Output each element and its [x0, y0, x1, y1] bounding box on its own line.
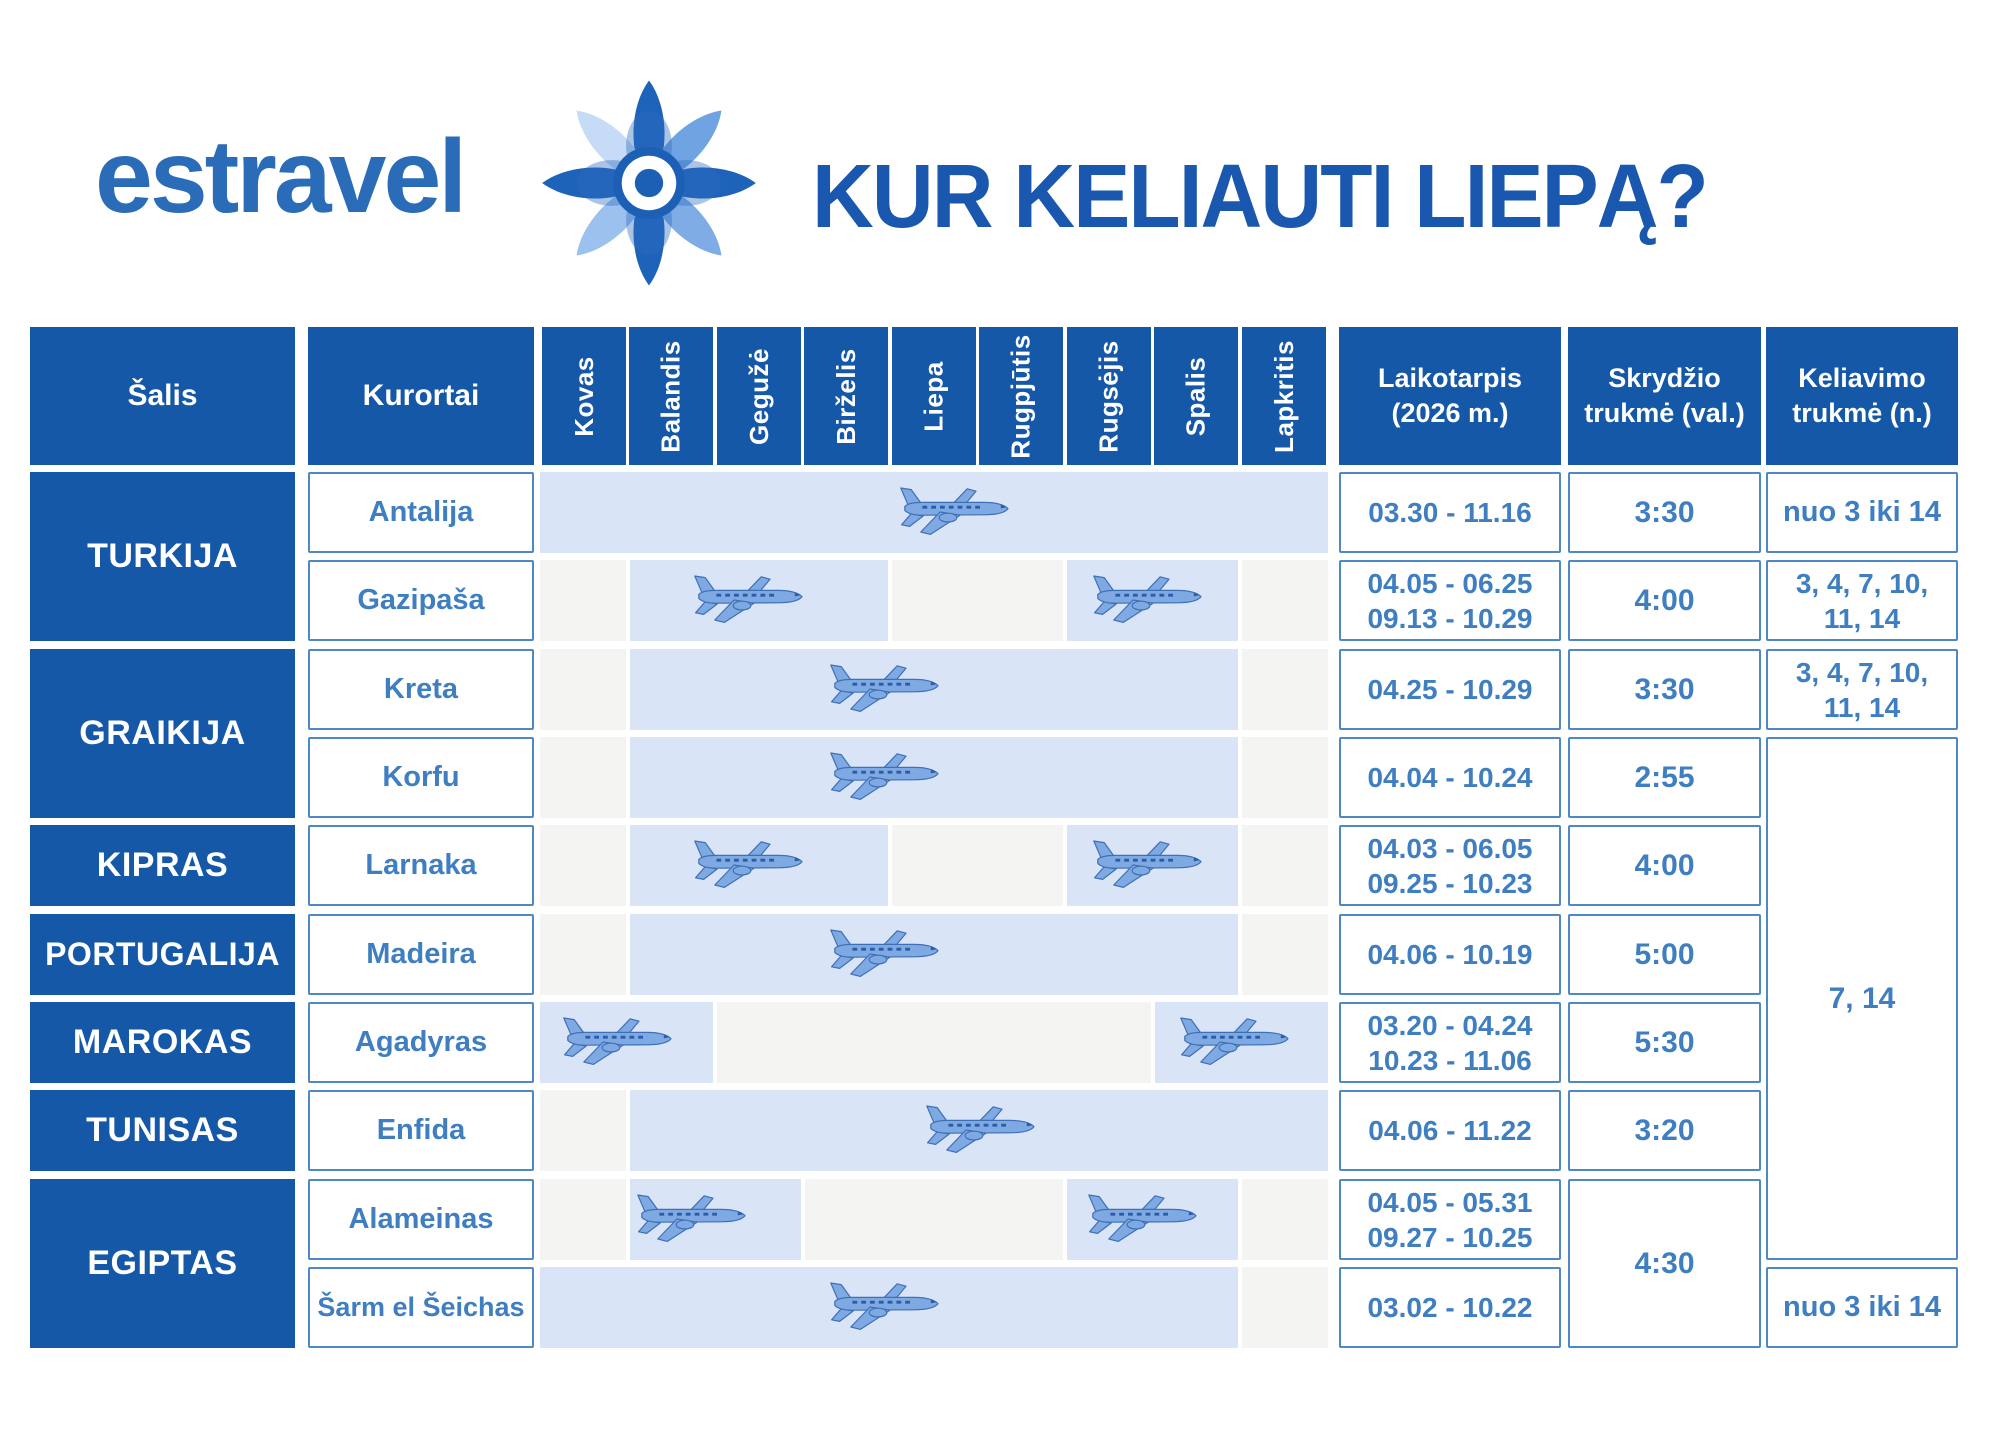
period-cell — [1339, 914, 1561, 995]
airplane-icon — [1093, 837, 1205, 893]
period-cell — [1339, 1090, 1561, 1171]
period-line: 04.05 - 06.25 — [1367, 567, 1533, 599]
airplane-icon — [830, 1279, 942, 1335]
country-cell-marokas: MAROKAS — [30, 1002, 295, 1083]
period-line: 04.03 - 06.05 — [1367, 832, 1533, 864]
resort-cell: Agadyras — [308, 1002, 534, 1083]
month-strip — [540, 1090, 1328, 1171]
month-label: Lapkritis — [1268, 339, 1299, 453]
country-cell-turkija: TURKIJA — [30, 472, 295, 641]
airplane-icon — [694, 572, 806, 628]
flight-duration-cell: 3:20 — [1568, 1090, 1761, 1171]
airplane-icon — [563, 1014, 675, 1070]
col-header-period — [1339, 327, 1561, 465]
month-strip — [540, 472, 1328, 553]
month-label: Kovas — [568, 355, 599, 437]
col-header-month-rugsejis — [1067, 327, 1151, 465]
inactive-months-band — [540, 649, 626, 730]
airplane-icon — [694, 837, 806, 893]
inactive-months-band — [1242, 1179, 1328, 1260]
flight-duration-cell: 4:00 — [1568, 560, 1761, 641]
logo-wordmark: estravel — [95, 119, 465, 235]
month-strip — [540, 649, 1328, 730]
airplane-icon — [830, 926, 942, 982]
country-cell-portugalija: PORTUGALIJA — [30, 914, 295, 995]
airplane-icon — [900, 484, 1012, 540]
inactive-months-band — [805, 1179, 1064, 1260]
period-line: 03.20 - 04.24 — [1367, 1009, 1533, 1041]
airplane-icon — [830, 661, 942, 717]
month-label: Liepa — [918, 360, 949, 432]
month-label: Spalis — [1180, 356, 1211, 436]
country-cell-graikija: GRAIKIJA — [30, 649, 295, 818]
col-header-month-kovas — [542, 327, 626, 465]
period-cell — [1339, 1179, 1561, 1260]
country-cell-kipras: KIPRAS — [30, 825, 295, 906]
month-strip — [540, 737, 1328, 818]
period-cell — [1339, 649, 1561, 730]
header-line: (2026 m.) — [1391, 398, 1509, 428]
period-line: 10.23 - 11.06 — [1368, 1044, 1532, 1076]
month-label: Birželis — [830, 347, 861, 445]
month-strip — [540, 1179, 1328, 1260]
period-cell — [1339, 1002, 1561, 1083]
period-line: 09.27 - 10.25 — [1367, 1221, 1533, 1253]
page-title: KUR KELIAUTI LIEPĄ? — [812, 147, 1707, 247]
airplane-icon — [1180, 1014, 1292, 1070]
inactive-months-band — [540, 825, 626, 906]
period-line: 03.30 - 11.16 — [1368, 497, 1532, 528]
period-cell — [1339, 560, 1561, 641]
period-line: 04.06 - 11.22 — [1368, 1115, 1532, 1146]
period-line: 09.25 - 10.23 — [1367, 867, 1533, 899]
inactive-months-band — [540, 1090, 626, 1171]
inactive-months-band — [540, 560, 626, 641]
period-cell — [1339, 825, 1561, 906]
inactive-months-band — [540, 914, 626, 995]
inactive-months-band — [1242, 914, 1328, 995]
period-line: 09.13 - 10.29 — [1367, 602, 1533, 634]
airplane-icon — [830, 749, 942, 805]
col-header-country: Šalis — [30, 327, 295, 465]
travel-duration-cell: 3, 4, 7, 10, 11, 14 — [1766, 560, 1958, 641]
month-label: Balandis — [655, 339, 686, 453]
country-cell-egiptas: EGIPTAS — [30, 1179, 295, 1348]
estravel-flower-icon — [540, 74, 758, 300]
inactive-months-band — [1242, 737, 1328, 818]
resort-cell: Kreta — [308, 649, 534, 730]
inactive-months-band — [540, 737, 626, 818]
flight-duration-cell: 5:30 — [1568, 1002, 1761, 1083]
period-cell — [1339, 1267, 1561, 1348]
flight-duration-cell-merged-egiptas: 4:30 — [1568, 1179, 1761, 1348]
header-line: Keliavimo — [1798, 362, 1926, 393]
period-cell — [1339, 737, 1561, 818]
month-label: Rugsėjis — [1093, 339, 1124, 453]
col-header-flight — [1568, 327, 1761, 465]
airplane-icon — [637, 1191, 749, 1247]
col-header-month-lapkritis — [1242, 327, 1326, 465]
airplane-icon — [926, 1102, 1038, 1158]
month-strip — [540, 560, 1328, 641]
travel-duration-cell: 3, 4, 7, 10, 11, 14 — [1766, 649, 1958, 730]
col-header-month-birzelis — [804, 327, 888, 465]
period-cell — [1339, 472, 1561, 553]
header-line: trukmė (val.) — [1584, 398, 1745, 428]
resort-cell: Alameinas — [308, 1179, 534, 1260]
month-label: Gegužė — [743, 347, 774, 445]
resort-cell: Antalija — [308, 472, 534, 553]
month-strip — [540, 1002, 1328, 1083]
header-line: Laikotarpis — [1377, 362, 1523, 393]
month-strip — [540, 825, 1328, 906]
inactive-months-band — [540, 1179, 626, 1260]
col-header-month-geguze — [717, 327, 801, 465]
inactive-months-band — [1242, 825, 1328, 906]
col-header-month-liepa — [892, 327, 976, 465]
airplane-icon — [1088, 1191, 1200, 1247]
inactive-months-band — [1242, 649, 1328, 730]
col-header-month-spalis — [1154, 327, 1238, 465]
resort-cell: Šarm el Šeichas — [308, 1267, 534, 1348]
col-header-month-rugpjutis — [979, 327, 1063, 465]
month-strip — [540, 1267, 1328, 1348]
inactive-months-band — [1242, 560, 1328, 641]
airplane-icon — [1093, 572, 1205, 628]
period-line: 03.02 - 10.22 — [1367, 1292, 1533, 1323]
period-line: 04.25 - 10.29 — [1367, 674, 1533, 705]
month-strip — [540, 914, 1328, 995]
resort-cell: Gazipaša — [308, 560, 534, 641]
month-label: Rugpjūtis — [1005, 333, 1036, 459]
flight-duration-cell: 4:00 — [1568, 825, 1761, 906]
col-header-resort: Kurortai — [308, 327, 534, 465]
col-header-month-balandis — [629, 327, 713, 465]
flight-duration-cell: 3:30 — [1568, 649, 1761, 730]
inactive-months-band — [1242, 1267, 1328, 1348]
header-line: trukmė (n.) — [1792, 398, 1932, 428]
travel-duration-cell: nuo 3 iki 14 — [1766, 1267, 1958, 1348]
travel-duration-cell: nuo 3 iki 14 — [1766, 472, 1958, 553]
flight-duration-cell: 5:00 — [1568, 914, 1761, 995]
resort-cell: Larnaka — [308, 825, 534, 906]
resort-cell: Korfu — [308, 737, 534, 818]
resort-cell: Madeira — [308, 914, 534, 995]
header-line: Skrydžio — [1608, 362, 1721, 393]
period-line: 04.05 - 05.31 — [1367, 1186, 1533, 1218]
inactive-months-band — [892, 560, 1063, 641]
travel-duration-cell-merged: 7, 14 — [1766, 737, 1958, 1260]
resort-cell: Enfida — [308, 1090, 534, 1171]
flight-duration-cell: 2:55 — [1568, 737, 1761, 818]
col-header-travel — [1766, 327, 1958, 465]
flight-duration-cell: 3:30 — [1568, 472, 1761, 553]
period-line: 04.04 - 10.24 — [1367, 762, 1533, 793]
inactive-months-band — [717, 1002, 1151, 1083]
country-cell-tunisas: TUNISAS — [30, 1090, 295, 1171]
period-line: 04.06 - 10.19 — [1367, 939, 1533, 970]
inactive-months-band — [892, 825, 1063, 906]
